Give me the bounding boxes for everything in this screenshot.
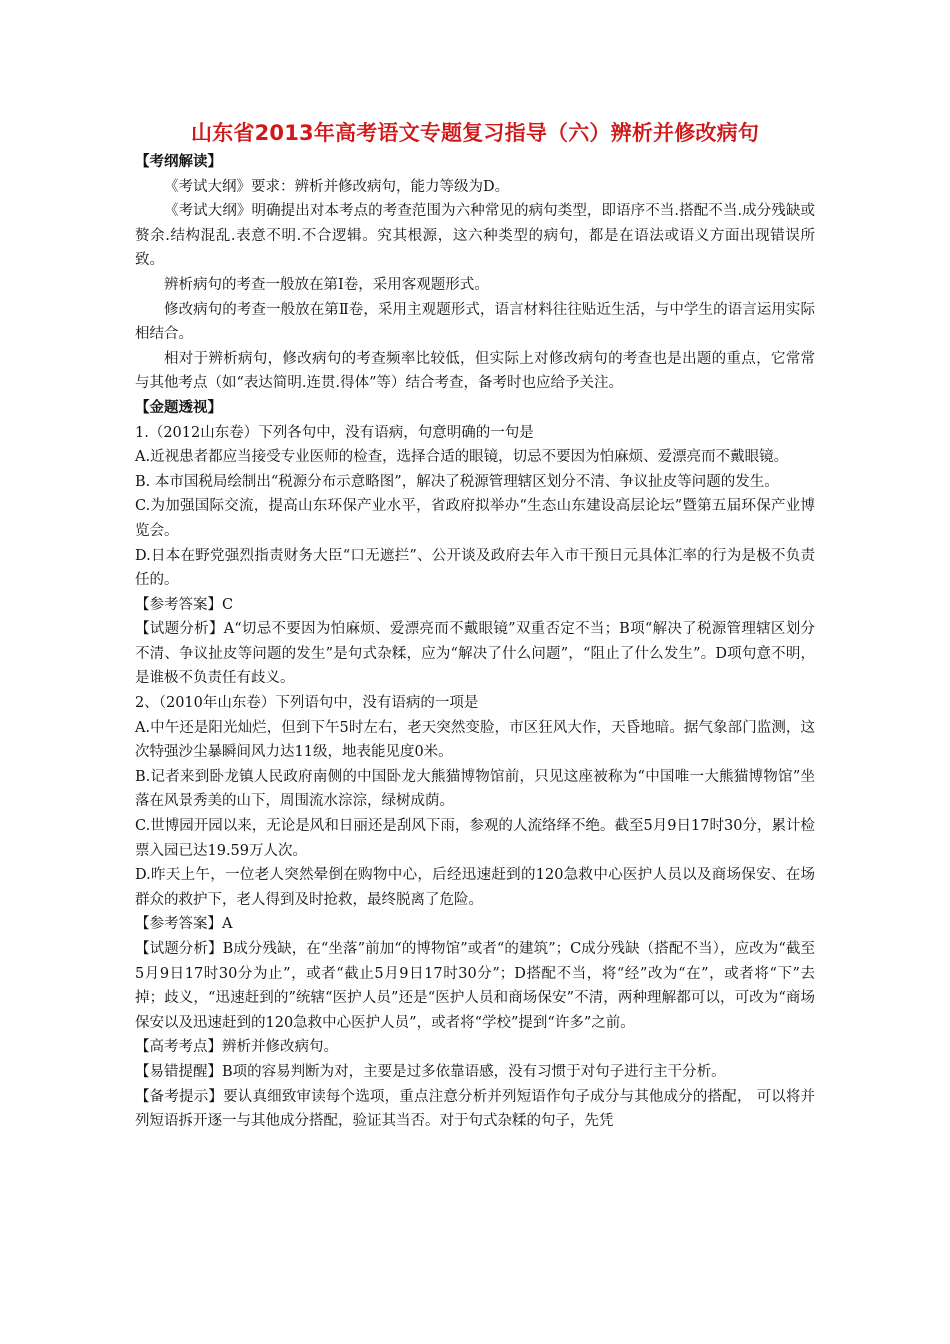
document-body [135,150,815,1134]
error-reminder: 【易错提醒】B项的容易判断为对，主要是过多依靠语感，没有习惯于对句子进行主干分析。 [135,1063,726,1080]
section-heading-kaogang: 【考纲解读】 [135,154,222,170]
option-d: D.昨天上午，一位老人突然晕倒在购物中心，后经迅速赶到的120急救中心医护人员以及商场保安、在场群众的救护下，老人得到及时抢救，最终脱离了危险。 [135,867,815,908]
reference-answer: 【参考答案】C [135,596,234,613]
paragraph: 相对于辨析病句，修改病句的考查频率比较低，但实际上对修改病句的考查也是出题的重点，它常常与其他考点（如“表达简明.连贯.得体”等）结合考查，备考时也应给予关注。 [135,350,815,392]
option-d: D.日本在野党强烈指责财务大臣“口无遮拦”、公开谈及政府去年入市干预日元具体汇率的行为是极不负责任的。 [135,547,815,589]
question-stem: 1.（2012山东卷）下列各句中，没有语病，句意明确的一句是 [135,424,534,441]
exam-point: 【高考考点】辨析并修改病句。 [135,1039,338,1056]
prep-tip: 【备考提示】要认真细致审读每个选项，重点注意分析并列短语作句子成分与其他成分的搭配， 可以将并列短语拆开逐一与其他成分搭配，验证其当否。对于句式杂糅的句子，先凭 [135,1088,815,1130]
option-c: C.为加强国际交流，提高山东环保产业水平，省政府拟举办“生态山东建设高层论坛”暨第五届环保产业博览会。 [135,498,815,539]
option-a: A.中午还是阳光灿烂，但到下午5时左右，老天突然变脸，市区狂风大作，天昏地暗。据气象部门监测，这次特强沙尘暴瞬间风力达11级，地表能见度0米。 [135,719,815,761]
question-stem: 2、（2010年山东卷）下列语句中，没有语病的一项是 [135,695,479,712]
document-title: 山东省2013年高考语文专题复习指导（六）辨析并修改病句 [190,121,760,145]
question-analysis: 【试题分析】B成分残缺，在“坐落”前加“的博物馆”或者“的建筑”；C成分残缺（搭配不当），应改为“截至5月9日17时30分为止”，或者“截止5月9日17时30分”；D搭配不当，将“经”改为“在”，或者将“下”去掉；歧义，“迅速赶到的”统辖“医护人员”还是“医护人员和商场保安”不清，两种理解都可以，可改为“商场保安以及迅速赶到的120急救中心医护人员”，或者将“学校”提到“许多”之前。 [135,941,815,1031]
section-heading-jinti: 【金题透视】 [135,399,222,416]
option-b: B.记者来到卧龙镇人民政府南侧的中国卧龙大熊猫博物馆前，只见这座被称为“中国唯一大熊猫博物馆”坐落在风景秀美的山下，周围流水淙淙，绿树成荫。 [135,768,815,810]
option-b: B. 本市国税局绘制出“税源分布示意略图”，解决了税源管理辖区划分不清、争议扯皮等问题的发生。 [135,473,779,490]
question-analysis: 【试题分析】A“切忌不要因为怕麻烦、爱漂亮而不戴眼镜”双重否定不当；B项“解决了税源管理辖区划分不清、争议扯皮等问题的发生”是句式杂糅，应为“解决了什么问题”，“阻止了什么发生”。D项句意不明，是谁极不负责任有歧义。 [135,621,815,687]
option-c: C.世博园开园以来，无论是风和日丽还是刮风下雨，参观的人流络绎不绝。截至5月9日17时30分，累计检票入园已达19.59万人次。 [135,818,815,859]
reference-answer: 【参考答案】A [135,916,233,933]
option-a: A.近视患者都应当接受专业医师的检查，选择合适的眼镜，切忌不要因为怕麻烦、爱漂亮而不戴眼镜。 [135,449,789,466]
paragraph: 《考试大纲》要求：辨析并修改病句，能力等级为D。 [164,178,510,195]
paragraph: 辨析病句的考查一般放在第Ⅰ卷，采用客观题形式。 [164,276,489,293]
paragraph: 《考试大纲》明确提出对本考点的考查范围为六种常见的病句类型，即语序不当.搭配不当.成分残缺或赘余.结构混乱.表意不明.不合逻辑。究其根源，这六种类型的病句，都是在语法或语义方面出现错误所致。 [135,203,815,269]
paragraph: 修改病句的考查一般放在第Ⅱ卷，采用主观题形式，语言材料往往贴近生活，与中学生的语言运用实际相结合。 [135,301,815,343]
